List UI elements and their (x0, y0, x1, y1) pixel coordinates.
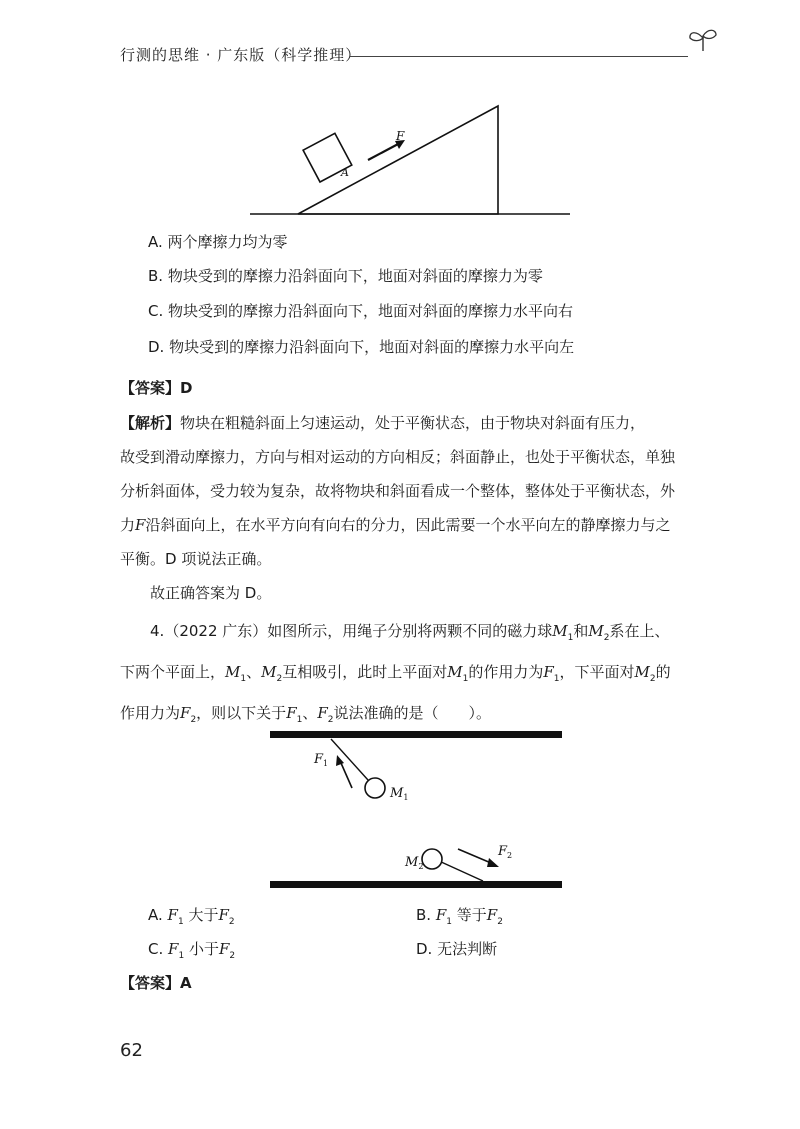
answer-value: A (180, 974, 192, 992)
ball-m1 (365, 778, 385, 798)
q4-line-1: 4.（2022 广东）如图所示，用绳子分别将两颗不同的磁力球$M_1$和$M_2$系在上、 (150, 622, 670, 643)
ball-m2 (422, 849, 442, 869)
q4-option-b: B. $F_1$ 等于$F_2$ (416, 906, 503, 927)
q3-analysis (120, 406, 700, 610)
analysis-line-2: 故受到滑动摩擦力，方向与相对运动的方向相反；斜面静止，也处于平衡状态，单独 (120, 448, 676, 466)
figure-inclined-plane (250, 100, 580, 220)
analysis-line-4: 力F沿斜面向上，在水平方向有向右的分力，因此需要一个水平向左的静摩擦力与之 (120, 516, 671, 534)
q4-option-a: A. $F_1$ 大于$F_2$ (148, 906, 235, 927)
q4-answer (120, 972, 192, 993)
block-label: A (341, 166, 349, 179)
lower-plane (270, 881, 562, 888)
force-label: F (396, 129, 405, 143)
header-rule (350, 56, 688, 57)
analysis-line-5: 平衡。D 项说法正确。 (120, 550, 272, 568)
q4-option-d: D. 无法判断 (416, 940, 498, 958)
rope-m2 (439, 861, 483, 881)
answer-tag: 【答案】 (120, 974, 181, 992)
answer-tag: 【答案】 (120, 379, 181, 397)
page-number: 62 (120, 1040, 143, 1061)
running-header: 行测的思维 · 广东版（科学推理） (120, 46, 362, 64)
q3-option-d: D. 物块受到的摩擦力沿斜面向下，地面对斜面的摩擦力水平向左 (148, 338, 575, 356)
label-m2: $M_2$ (405, 855, 424, 871)
q4-stem (120, 614, 720, 737)
q4-line-3: 作用力为$F_2$，则以下关于$F_1$、$F_2$说法准确的是（ ）。 (120, 704, 492, 725)
force-f1-arrow (341, 763, 352, 788)
label-f1: $F_1$ (314, 752, 329, 768)
force-f2-arrowhead (487, 858, 499, 867)
rope-m1 (331, 739, 368, 780)
q3-option-b: B. 物块受到的摩擦力沿斜面向下，地面对斜面的摩擦力为零 (148, 267, 543, 285)
force-arrow (368, 143, 400, 160)
upper-plane (270, 731, 562, 738)
sprout-icon (686, 26, 720, 52)
analysis-conclusion: 故正确答案为 D。 (150, 584, 272, 602)
q4-option-c: C. $F_1$ 小于$F_2$ (148, 940, 236, 961)
q3-option-c: C. 物块受到的摩擦力沿斜面向下，地面对斜面的摩擦力水平向右 (148, 302, 574, 320)
analysis-line-1: 物块在粗糙斜面上匀速运动，处于平衡状态，由于物块对斜面有压力， (180, 414, 646, 432)
q4-line-2: 下两个平面上，$M_1$、$M_2$互相吸引，此时上平面对$M_1$的作用力为$F_1$，下平面对$M_2$的 (120, 663, 671, 684)
label-f2: $F_2$ (498, 844, 513, 860)
answer-value: D (180, 379, 193, 397)
force-f1-arrowhead (336, 755, 344, 766)
force-f2-arrow (458, 849, 491, 863)
analysis-tag: 【解析】 (120, 414, 181, 432)
q3-option-a: A. 两个摩擦力均为零 (148, 233, 288, 251)
q3-answer (120, 377, 192, 398)
analysis-line-3: 分析斜面体，受力较为复杂，故将物块和斜面看成一个整体，整体处于平衡状态，外 (120, 482, 676, 500)
label-m1: $M_1$ (390, 786, 409, 802)
figure-magnetic-balls (265, 725, 570, 895)
